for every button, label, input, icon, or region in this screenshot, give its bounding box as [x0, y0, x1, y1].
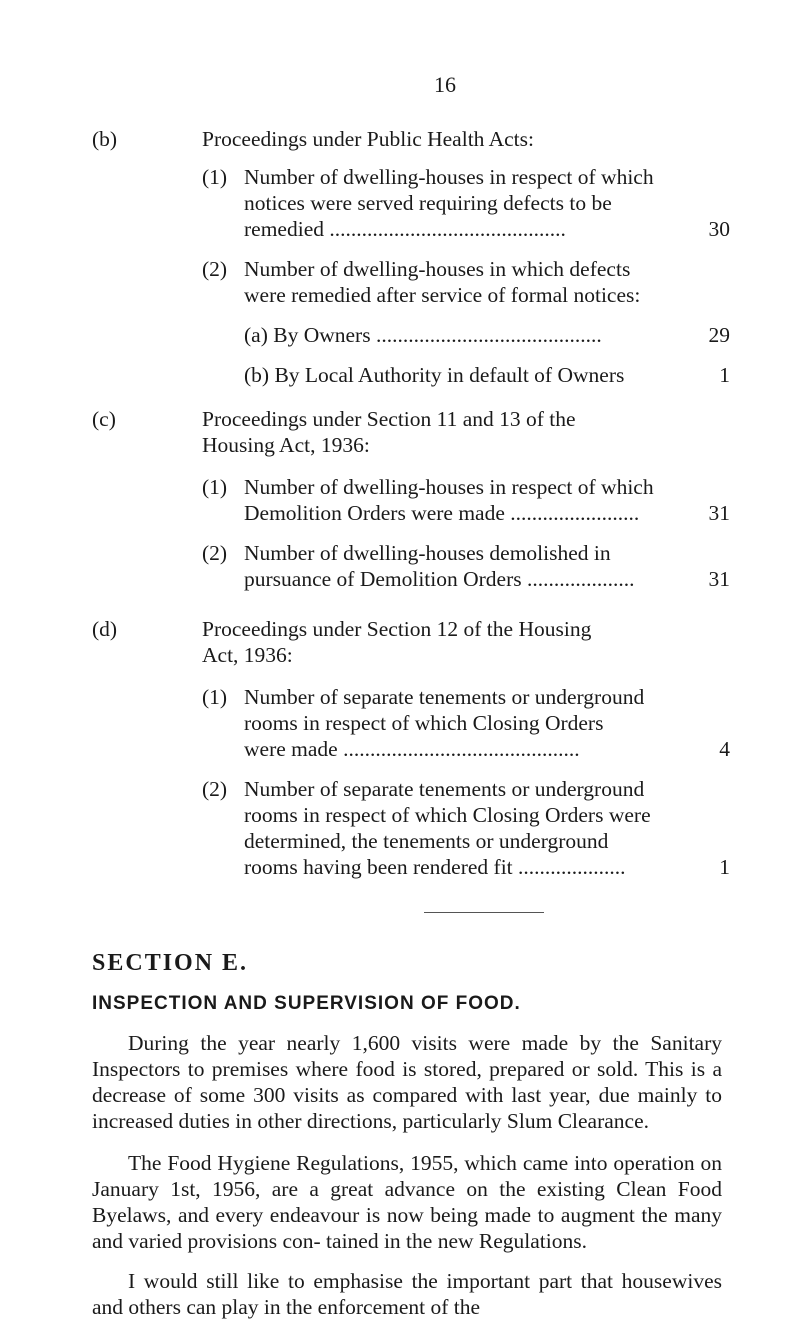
section-heading: SECTION E. — [92, 950, 249, 976]
paragraph-3: I would still like to emphasise the important part that housewives and others can play in the enforcement of the — [92, 1269, 722, 1319]
item-b2b-text: (b) By Local Authority in default of Owners — [244, 363, 625, 387]
paragraph-1: During the year nearly 1,600 visits were made by the Sanitary Inspectors to premises where food is stored, prepared or sold. This is a decrease of some 300 visits as compared with last year, due mainly to increased duties in other directions, particularly Slum Clearance. — [92, 1031, 722, 1133]
item-b2b-value: 1 — [719, 363, 730, 387]
item-b-label: (b) — [92, 127, 118, 151]
item-c-heading-line2: Housing Act, 1936: — [202, 433, 370, 457]
item-c1-num: (1) — [202, 475, 228, 499]
item-c2-value: 31 — [708, 567, 730, 591]
item-d-heading-line1: Proceedings under Section 12 of the Housing — [202, 617, 592, 641]
item-c-label: (c) — [92, 407, 116, 431]
item-d2-line3: determined, the tenements or underground — [244, 829, 609, 853]
item-b-heading: Proceedings under Public Health Acts: — [202, 127, 534, 151]
item-d2-line1: Number of separate tenements or underground — [244, 777, 645, 801]
item-b1-line1: Number of dwelling-houses in respect of which — [244, 165, 654, 189]
item-c2-num: (2) — [202, 541, 228, 565]
item-b2a-text: (a) By Owners .......................................... — [244, 323, 602, 347]
item-b2a-value: 29 — [708, 323, 730, 347]
item-d2-line4: rooms having been rendered fit .................... — [244, 855, 626, 879]
item-b2-num: (2) — [202, 257, 228, 281]
paragraph-2: The Food Hygiene Regulations, 1955, which came into operation on January 1st, 1956, are a great advance on the existing Clean Food Byelaws, and every endeavour is now being made to augment the many and varied provisions con- tained in the new Regulations. — [92, 1151, 722, 1253]
item-d1-value: 4 — [719, 737, 730, 761]
item-d2-value: 1 — [719, 855, 730, 879]
item-d1-line1: Number of separate tenements or underground — [244, 685, 645, 709]
item-c1-line2: Demolition Orders were made ........................ — [244, 501, 640, 525]
item-b1-line2: notices were served requiring defects to be — [244, 191, 612, 215]
page-number: 16 — [434, 72, 456, 97]
item-d1-num: (1) — [202, 685, 228, 709]
item-b1-line3: remedied ............................................ — [244, 217, 566, 241]
item-d-heading-line2: Act, 1936: — [202, 643, 293, 667]
item-c2-line2: pursuance of Demolition Orders .................... — [244, 567, 635, 591]
item-d2-line2: rooms in respect of which Closing Orders were — [244, 803, 651, 827]
item-d1-line3: were made ............................................ — [244, 737, 580, 761]
item-c2-line1: Number of dwelling-houses demolished in — [244, 541, 611, 565]
item-c1-line1: Number of dwelling-houses in respect of which — [244, 475, 654, 499]
item-d2-num: (2) — [202, 777, 228, 801]
section-divider — [424, 912, 544, 913]
item-c1-value: 31 — [708, 501, 730, 525]
item-b2-line1: Number of dwelling-houses in which defects — [244, 257, 631, 281]
section-title: INSPECTION AND SUPERVISION OF FOOD. — [92, 993, 521, 1014]
item-b1-value: 30 — [708, 217, 730, 241]
item-d1-line2: rooms in respect of which Closing Orders — [244, 711, 604, 735]
item-c-heading-line1: Proceedings under Section 11 and 13 of the — [202, 407, 576, 431]
item-b2-line2: were remedied after service of formal notices: — [244, 283, 641, 307]
item-d-label: (d) — [92, 617, 118, 641]
item-b1-num: (1) — [202, 165, 228, 189]
